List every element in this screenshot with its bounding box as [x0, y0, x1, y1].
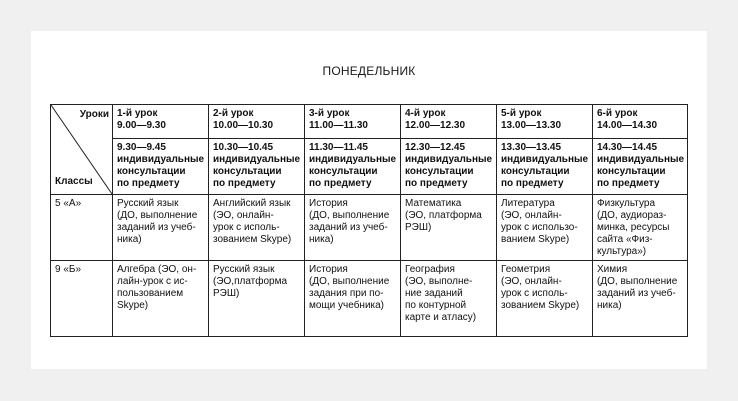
consultation-cell — [401, 139, 497, 195]
lesson-header-cell — [593, 105, 688, 139]
lessons-axis-label: Уроки — [79, 109, 109, 120]
lesson-name: 2-й урок — [213, 108, 254, 119]
consultation-time: 9.30—9.45 — [117, 142, 166, 153]
subject-cell: Русский язык (ДО, выполнение заданий из учеб- ника) — [113, 195, 209, 261]
consultation-note: индивидуальные консультации по предмету — [309, 154, 397, 189]
lesson-name: 6-й урок — [597, 108, 638, 119]
consultation-cell — [497, 139, 593, 195]
consultation-cell — [209, 139, 305, 195]
consultation-note: индивидуальные консультации по предмету — [213, 154, 301, 189]
lesson-time: 12.00—12.30 — [405, 120, 466, 131]
lesson-header-cell — [209, 105, 305, 139]
consultation-time: 11.30—11.45 — [309, 142, 368, 153]
subject-cell: Химия (ДО, выполнение заданий из учеб- ника) — [593, 261, 688, 337]
class-name-cell: 5 «А» — [51, 195, 113, 261]
subject-cell: Математика (ЭО, платформа РЭШ) — [401, 195, 497, 261]
consultation-note: индивидуальные консультации по предмету — [405, 154, 493, 189]
consultation-note: индивидуальные консультации по предмету — [597, 154, 685, 189]
subject-cell: Физкультура (ДО, аудиораз- минка, ресурсы сайта «Физ- культура») — [593, 195, 688, 261]
class-row-5a — [51, 195, 688, 261]
lesson-header-cell — [305, 105, 401, 139]
consultation-time: 10.30—10.45 — [213, 142, 274, 153]
document-page — [31, 31, 707, 369]
lesson-name: 4-й урок — [405, 108, 446, 119]
lesson-header-cell — [401, 105, 497, 139]
consultation-time: 12.30—12.45 — [405, 142, 466, 153]
lesson-time: 13.00—13.30 — [501, 120, 562, 131]
consultation-time: 13.30—13.45 — [501, 142, 562, 153]
page-title: ПОНЕДЕЛЬНИК — [322, 64, 416, 78]
subject-cell: Английский язык (ЭО, онлайн- урок с исполь- зованием Skype) — [209, 195, 305, 261]
schedule-table — [50, 104, 688, 337]
lesson-name: 1-й урок — [117, 108, 158, 119]
class-row-9b — [51, 261, 688, 337]
consultation-note: индивидуальные консультации по предмету — [501, 154, 589, 189]
subject-cell: География (ЭО, выполне- ние заданий по контурной карте и атласу) — [401, 261, 497, 337]
subject-cell: Алгебра (ЭО, он- лайн-урок с ис- пользованием Skype) — [113, 261, 209, 337]
subject-cell: Геометрия (ЭО, онлайн- урок с исполь- зованием Skype) — [497, 261, 593, 337]
lesson-time: 11.00—11.30 — [309, 120, 368, 131]
consultation-cell — [593, 139, 688, 195]
lesson-time: 14.00—14.30 — [597, 120, 658, 131]
subject-cell: История (ДО, выполнение заданий из учеб- ника) — [305, 195, 401, 261]
subject-cell: История (ДО, выполнение задания при по- мощи учебника) — [305, 261, 401, 337]
class-name-cell: 9 «Б» — [51, 261, 113, 337]
lesson-name: 3-й урок — [309, 108, 350, 119]
consultation-row — [51, 139, 688, 195]
subject-cell: Русский язык (ЭО,платформа РЭШ) — [209, 261, 305, 337]
consultation-time: 14.30—14.45 — [597, 142, 658, 153]
lesson-header-row — [51, 105, 688, 139]
subject-cell: Литература (ЭО, онлайн- урок с использо- ванием Skype) — [497, 195, 593, 261]
consultation-note: индивидуальные консультации по предмету — [117, 154, 205, 189]
lesson-header-cell — [497, 105, 593, 139]
consultation-cell — [305, 139, 401, 195]
lesson-time: 10.00—10.30 — [213, 120, 274, 131]
corner-header-cell — [51, 105, 113, 195]
lesson-time: 9.00—9.30 — [117, 120, 166, 131]
classes-axis-label: Классы — [55, 176, 93, 187]
lesson-header-cell — [113, 105, 209, 139]
consultation-cell — [113, 139, 209, 195]
lesson-name: 5-й урок — [501, 108, 542, 119]
